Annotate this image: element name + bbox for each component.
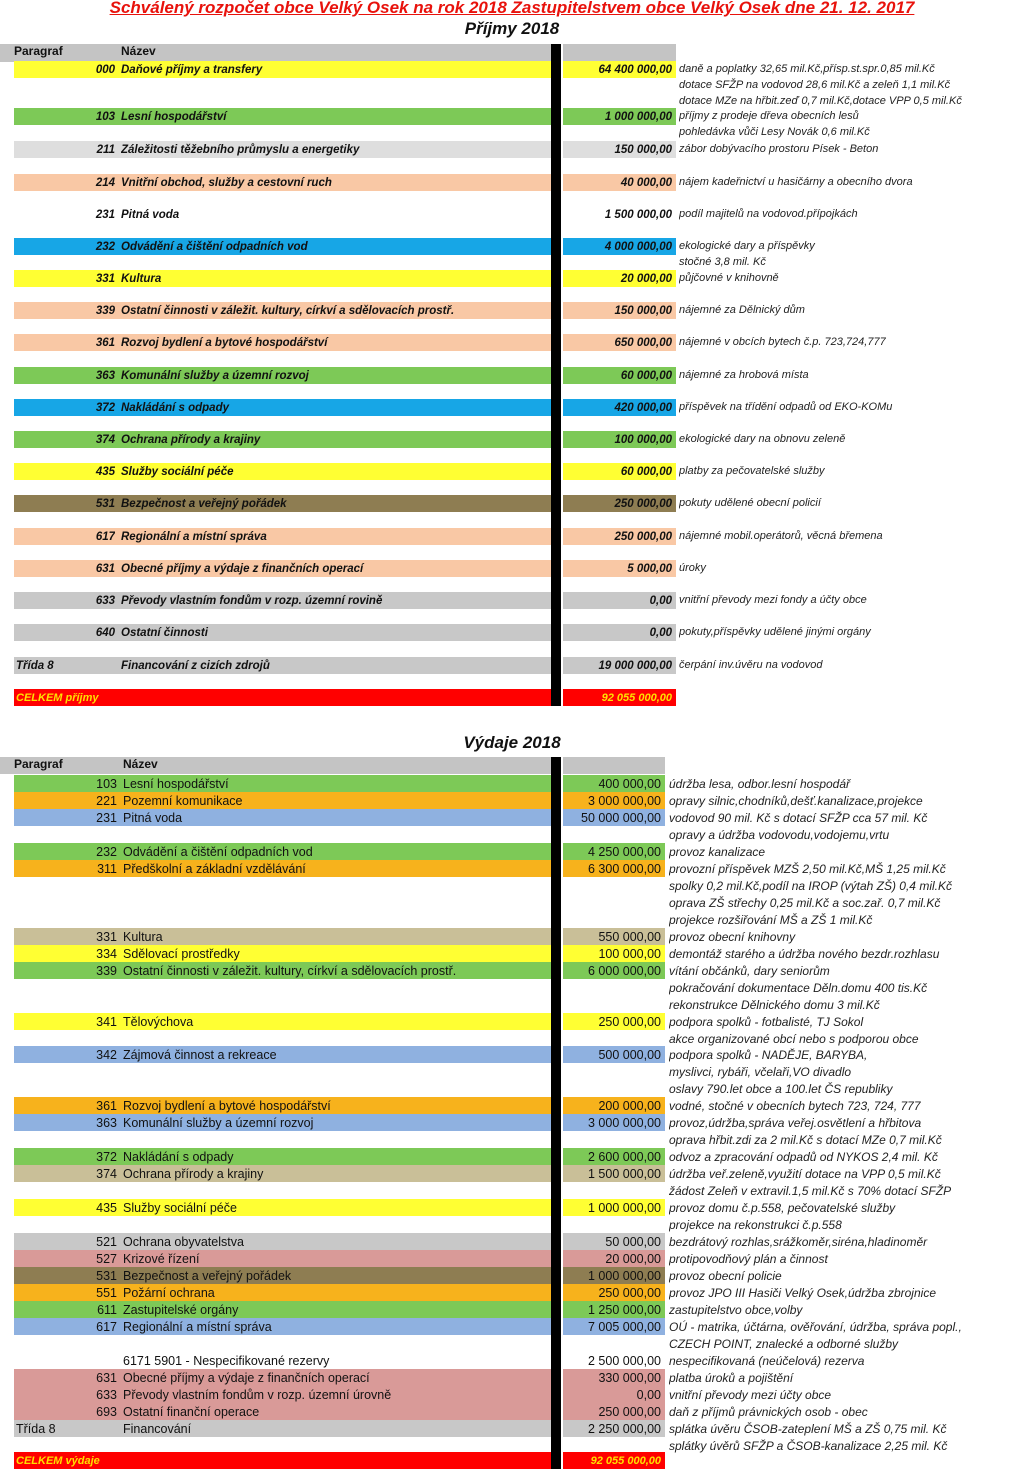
income-row — [0, 560, 1024, 576]
budget-note: platba úroků a pojištění — [669, 1370, 794, 1385]
income-row — [0, 624, 1024, 640]
budget-amount: 650 000,00 — [614, 336, 672, 349]
income-row — [0, 431, 1024, 447]
budget-note: demontáž starého a údržba nového bezdr.rozhlasu — [669, 946, 940, 961]
paragraph-code: 232 — [95, 240, 115, 253]
paragraph-code: 103 — [96, 776, 117, 791]
budget-note: nájem kadeřnictví u hasičárny a obecního dvora — [679, 176, 913, 188]
budget-note: vodovod 90 mil. Kč s dotací SFŽP cca 57 mil. Kč — [669, 810, 928, 825]
budget-amount: 150 000,00 — [614, 304, 672, 317]
budget-item-name: Lesní hospodářství — [123, 776, 229, 791]
income-row — [0, 141, 1024, 157]
budget-amount: 250 000,00 — [598, 1285, 661, 1300]
paragraph-code: 339 — [96, 963, 117, 978]
budget-amount: 500 000,00 — [598, 1047, 661, 1062]
expense-row — [0, 1369, 1024, 1386]
income-row — [0, 495, 1024, 511]
expense-row — [0, 843, 1024, 860]
expense-row — [0, 1165, 1024, 1199]
budget-amount: 60 000,00 — [620, 465, 672, 478]
expense-row — [0, 1046, 1024, 1097]
expense-header-amount-cell — [563, 757, 665, 774]
budget-item-name: Pozemní komunikace — [123, 793, 243, 808]
paragraph-code: Třída 8 — [16, 659, 54, 672]
budget-item-name: Bezpečnost a veřejný pořádek — [123, 1268, 292, 1283]
paragraph-column-header: Paragraf — [14, 44, 63, 58]
budget-item-name: Obecné příjmy a výdaje z finančních operací — [121, 562, 364, 575]
budget-amount: 150 000,00 — [614, 143, 672, 156]
expense-row — [0, 1301, 1024, 1318]
income-divider-bar — [551, 44, 561, 706]
budget-note: oprava hřbit.zdi za 2 mil.Kč s dotací MZe 0,7 mil.Kč — [669, 1132, 942, 1147]
paragraph-code: 372 — [95, 401, 115, 414]
budget-item-name: Záležitosti těžebního průmyslu a energetiky — [121, 143, 360, 156]
income-row — [0, 657, 1024, 673]
budget-item-name: Požární ochrana — [123, 1285, 215, 1300]
budget-item-name: Ostatní činnosti v záležit. kultury, církví a sdělovacích prostř. — [123, 963, 457, 978]
income-row — [0, 334, 1024, 350]
income-row — [0, 302, 1024, 318]
expense-row — [0, 1403, 1024, 1420]
budget-note: rekonstrukce Dělnického domu 3 mil.Kč — [669, 997, 880, 1012]
expense-row — [0, 1352, 1024, 1369]
paragraph-column-header: Paragraf — [14, 757, 63, 771]
budget-amount: 3 000 000,00 — [588, 1115, 661, 1130]
paragraph-code: 633 — [95, 594, 115, 607]
income-row — [0, 108, 1024, 140]
budget-note: nespecifikovaná (neúčelová) rezerva — [669, 1353, 865, 1368]
income-row — [0, 367, 1024, 383]
paragraph-code: 372 — [96, 1149, 117, 1164]
budget-amount: 2 250 000,00 — [588, 1421, 661, 1436]
budget-note: odvoz a zpracování odpadů od NYKOS 2,4 mil. Kč — [669, 1149, 938, 1164]
income-row — [0, 61, 1024, 109]
budget-item-name: Odvádění a čištění odpadních vod — [123, 844, 313, 859]
budget-note: provozní příspěvek MZŠ 2,50 mil.Kč,MŠ 1,25 mil.Kč — [669, 861, 946, 876]
budget-note: oslavy 790.let obce a 100.let ČS republiky — [669, 1081, 893, 1096]
budget-amount: 7 005 000,00 — [588, 1319, 661, 1334]
budget-note: ekologické dary na obnovu zeleně — [679, 433, 846, 445]
paragraph-code: 361 — [96, 1098, 117, 1113]
budget-note: provoz kanalizace — [669, 844, 766, 859]
budget-item-name: Regionální a místní správa — [123, 1319, 272, 1334]
budget-amount: 40 000,00 — [620, 176, 672, 189]
expense-row — [0, 1284, 1024, 1301]
budget-item-name: Zastupitelské orgány — [123, 1302, 239, 1317]
budget-note: splátka úvěru ČSOB-zateplení MŠ a ZŠ 0,75 mil. Kč — [669, 1421, 947, 1436]
budget-note: opravy silnic,chodníků,dešť.kanalizace,projekce — [669, 793, 923, 808]
expense-row — [0, 809, 1024, 843]
income-row — [0, 238, 1024, 270]
income-total-row — [0, 689, 1024, 706]
expense-row — [0, 1250, 1024, 1267]
budget-item-name: Komunální služby a územní rozvoj — [121, 369, 309, 382]
budget-item-name: Odvádění a čištění odpadních vod — [121, 240, 308, 253]
budget-note: provoz domu č.p.558, pečovatelské služby — [669, 1200, 896, 1215]
budget-note: příjmy z prodeje dřeva obecních lesů — [679, 110, 859, 122]
paragraph-code: 631 — [95, 562, 115, 575]
expense-row — [0, 928, 1024, 945]
expense-row — [0, 1114, 1024, 1148]
paragraph-code: 374 — [96, 1166, 117, 1181]
budget-item-name: Bezpečnost a veřejný pořádek — [121, 497, 287, 510]
expense-row — [0, 1199, 1024, 1233]
budget-note: vítání občánků, dary seniorům — [669, 963, 830, 978]
paragraph-code: 521 — [96, 1234, 117, 1249]
budget-amount: 250 000,00 — [614, 530, 672, 543]
budget-note: zábor dobývacího prostoru Písek - Beton — [679, 143, 879, 155]
budget-note: ekologické dary a příspěvky — [679, 240, 815, 252]
paragraph-code — [77, 1352, 117, 1369]
budget-item-name: Služby sociální péče — [121, 465, 234, 478]
income-row — [0, 528, 1024, 544]
budget-item-name: Rozvoj bydlení a bytové hospodářství — [123, 1098, 331, 1113]
name-column-header: Název — [121, 44, 156, 58]
expense-row — [0, 792, 1024, 809]
paragraph-code: 531 — [95, 497, 115, 510]
paragraph-code: 693 — [96, 1404, 117, 1419]
budget-amount: 5 000,00 — [627, 562, 672, 575]
budget-item-name: Financování — [123, 1421, 192, 1436]
budget-amount: 60 000,00 — [620, 369, 672, 382]
budget-amount: 6 300 000,00 — [588, 861, 661, 876]
budget-item-name: Ostatní činnosti v záležit. kultury, církví a sdělovacích prostř. — [121, 304, 455, 317]
budget-note: splátky úvěrů SFŽP a ČSOB-kanalizace 2,25 mil. Kč — [669, 1438, 948, 1453]
income-row — [0, 206, 1024, 222]
budget-note: daň z příjmů právnických osob - obec — [669, 1404, 868, 1419]
budget-item-name: Služby sociální péče — [123, 1200, 237, 1215]
budget-note: dotace SFŽP na vodovod 28,6 mil.Kč a zeleň 1,1 mil.Kč — [679, 79, 951, 91]
budget-note: údržba lesa, odbor.lesní hospodář — [669, 776, 851, 791]
income-row — [0, 270, 1024, 286]
budget-note: půjčovné v knihovně — [679, 272, 779, 284]
expense-row — [0, 775, 1024, 792]
budget-amount: 50 000,00 — [605, 1234, 661, 1249]
paragraph-code: 214 — [95, 176, 115, 189]
budget-item-name: Komunální služby a územní rozvoj — [123, 1115, 314, 1130]
paragraph-code: 633 — [96, 1387, 117, 1402]
paragraph-code: 334 — [96, 946, 117, 961]
paragraph-code: 341 — [96, 1014, 117, 1029]
expense-row — [0, 1420, 1024, 1454]
budget-amount: 0,00 — [649, 626, 672, 639]
expense-row — [0, 1386, 1024, 1403]
budget-item-name: Ochrana přírody a krajiny — [123, 1166, 264, 1181]
budget-note: provoz obecní policie — [669, 1268, 782, 1283]
paragraph-code: 551 — [96, 1285, 117, 1300]
paragraph-code: 527 — [96, 1251, 117, 1266]
budget-item-name: Financování z cizích zdrojů — [121, 659, 270, 672]
budget-amount: 50 000 000,00 — [581, 810, 661, 825]
total-amount: 92 055 000,00 — [601, 691, 672, 704]
paragraph-code: 221 — [96, 793, 117, 808]
expense-row — [0, 1148, 1024, 1165]
budget-item-name: Ostatní činnosti — [121, 626, 208, 639]
budget-note: nájemné za hrobová místa — [679, 369, 809, 381]
paragraph-code: 331 — [95, 272, 115, 285]
budget-note: myslivci, rybáři, včelaři,VO divadlo — [669, 1064, 852, 1079]
budget-amount: 4 000 000,00 — [604, 240, 672, 253]
budget-note: podíl majitelů na vodovod.přípojkách — [679, 208, 858, 220]
paragraph-code: 232 — [96, 844, 117, 859]
budget-amount: 0,00 — [636, 1387, 661, 1402]
budget-amount: 330 000,00 — [598, 1370, 661, 1385]
income-header-amount-cell — [563, 44, 676, 62]
budget-note: CZECH POINT, znalecké a odborné služby — [669, 1336, 898, 1351]
budget-item-name: Sdělovací prostředky — [123, 946, 240, 961]
budget-amount: 1 500 000,00 — [588, 1166, 661, 1181]
budget-item-name: Ochrana přírody a krajiny — [121, 433, 261, 446]
budget-note: pokuty,příspěvky udělené jinými orgány — [679, 626, 871, 638]
budget-amount: 420 000,00 — [614, 401, 672, 414]
budget-note: provoz JPO III Hasiči Velký Osek,údržba zbrojnice — [669, 1285, 936, 1300]
budget-note: příspěvek na třídění odpadů od EKO-KOMu — [679, 401, 893, 413]
budget-note: OÚ - matrika, účtárna, ověřování, údržba, správa popl., — [669, 1319, 962, 1334]
income-header-row — [0, 44, 551, 62]
budget-item-name: Nakládání s odpady — [123, 1149, 234, 1164]
budget-item-name: Převody vlastním fondům v rozp. územní úrovně — [123, 1387, 392, 1402]
budget-amount: 100 000,00 — [598, 946, 661, 961]
paragraph-code: 363 — [95, 369, 115, 382]
budget-item-name: 6171 5901 - Nespecifikované rezervy — [123, 1353, 330, 1368]
expense-row — [0, 945, 1024, 962]
income-row — [0, 174, 1024, 190]
budget-item-name: Převody vlastním fondům v rozp. územní rovině — [121, 594, 383, 607]
budget-item-name: Kultura — [121, 272, 162, 285]
paragraph-code: 342 — [96, 1047, 117, 1062]
expense-total-row — [0, 1452, 1024, 1469]
expense-row — [0, 1233, 1024, 1250]
paragraph-code: 000 — [95, 63, 115, 76]
budget-amount: 1 500 000,00 — [604, 208, 672, 221]
budget-amount: 550 000,00 — [598, 929, 661, 944]
budget-note: stočné 3,8 mil. Kč — [679, 256, 766, 268]
paragraph-code: 311 — [97, 861, 117, 876]
paragraph-code: 103 — [95, 110, 115, 123]
budget-item-name: Předškolní a základní vzdělávání — [123, 861, 306, 876]
paragraph-code: 435 — [96, 1200, 117, 1215]
expense-row — [0, 1318, 1024, 1352]
name-column-header: Název — [123, 757, 158, 771]
budget-amount: 20 000,00 — [605, 1251, 661, 1266]
budget-note: podpora spolků - NADĚJE, BARYBA, — [669, 1047, 868, 1062]
budget-note: žádost Zeleň v extravil.1,5 mil.Kč s 70% dotací SFŽP — [669, 1183, 952, 1198]
budget-note: projekce rozšiřování MŠ a ZŠ 1 mil.Kč — [669, 912, 873, 927]
budget-amount: 0,00 — [649, 594, 672, 607]
expense-row — [0, 1013, 1024, 1047]
budget-item-name: Kultura — [123, 929, 163, 944]
budget-note: údržba veř.zeleně,využití dotace na VPP 0,5 mil.Kč — [669, 1166, 941, 1181]
budget-note: vnitřní převody mezi účty obce — [669, 1387, 832, 1402]
budget-item-name: Krizové řízení — [123, 1251, 200, 1266]
paragraph-code: 531 — [96, 1268, 117, 1283]
paragraph-code: Třída 8 — [16, 1421, 56, 1436]
budget-note: akce organizované obcí nebo s podporou obce — [669, 1031, 919, 1046]
budget-amount: 1 000 000,00 — [588, 1268, 661, 1283]
total-amount: 92 055 000,00 — [590, 1454, 661, 1467]
budget-note: pokračování dokumentace Děln.domu 400 tis.Kč — [669, 980, 928, 995]
paragraph-code: 611 — [97, 1302, 117, 1317]
budget-note: oprava ZŠ střechy 0,25 mil.Kč a soc.zař. 0,7 mil.Kč — [669, 895, 941, 910]
budget-amount: 1 250 000,00 — [588, 1302, 661, 1317]
expense-divider-bar — [551, 757, 561, 1469]
total-label: CELKEM výdaje — [16, 1454, 100, 1467]
budget-note: daně a poplatky 32,65 mil.Kč,přísp.st.spr.0,85 mil.Kč — [679, 63, 935, 75]
expense-row — [0, 1267, 1024, 1284]
expense-row — [0, 1097, 1024, 1114]
budget-item-name: Regionální a místní správa — [121, 530, 267, 543]
document-title: Schválený rozpočet obce Velký Osek na rok 2018 Zastupitelstvem obce Velký Osek dne 21. 12. 2017 — [109, 0, 915, 17]
budget-amount: 400 000,00 — [598, 776, 661, 791]
budget-item-name: Ostatní finanční operace — [123, 1404, 260, 1419]
budget-note: nájemné mobil.operátorů, věcná břemena — [679, 530, 883, 542]
budget-note: platby za pečovatelské služby — [679, 465, 825, 477]
budget-amount: 200 000,00 — [598, 1098, 661, 1113]
budget-amount: 6 000 000,00 — [588, 963, 661, 978]
income-row — [0, 399, 1024, 415]
budget-note: podpora spolků - fotbalisté, TJ Sokol — [669, 1014, 864, 1029]
paragraph-code: 374 — [95, 433, 115, 446]
budget-amount: 250 000,00 — [614, 497, 672, 510]
budget-item-name: Rozvoj bydlení a bytové hospodářství — [121, 336, 328, 349]
budget-amount: 20 000,00 — [620, 272, 672, 285]
budget-amount: 2 600 000,00 — [588, 1149, 661, 1164]
budget-amount: 64 400 000,00 — [598, 63, 672, 76]
budget-item-name: Tělovýchova — [123, 1014, 194, 1029]
total-label: CELKEM příjmy — [16, 691, 99, 704]
budget-item-name: Obecné příjmy a výdaje z finančních operací — [123, 1370, 370, 1385]
budget-amount: 100 000,00 — [614, 433, 672, 446]
expense-row — [0, 962, 1024, 1013]
budget-item-name: Daňové příjmy a transfery — [121, 63, 263, 76]
budget-note: provoz obecní knihovny — [669, 929, 796, 944]
budget-note: zastupitelstvo obce,volby — [669, 1302, 803, 1317]
paragraph-code: 331 — [96, 929, 117, 944]
budget-item-name: Pitná voda — [121, 208, 180, 221]
budget-note: spolky 0,2 mil.Kč,podíl na IROP (výtah ZŠ) 0,4 mil.Kč — [669, 878, 952, 893]
paragraph-code: 211 — [96, 143, 115, 156]
paragraph-code: 435 — [95, 465, 115, 478]
budget-amount: 250 000,00 — [598, 1404, 661, 1419]
budget-item-name: Lesní hospodářství — [121, 110, 227, 123]
paragraph-code: 640 — [95, 626, 115, 639]
budget-amount: 3 000 000,00 — [588, 793, 661, 808]
budget-amount: 4 250 000,00 — [588, 844, 661, 859]
paragraph-code: 361 — [95, 336, 115, 349]
budget-note: pokuty udělené obecní policií — [679, 497, 821, 509]
budget-item-name: Pitná voda — [123, 810, 183, 825]
budget-note: dotace MZe na hřbit.zeď 0,7 mil.Kč,dotace VPP 0,5 mil.Kč — [679, 95, 962, 107]
expense-row — [0, 860, 1024, 928]
budget-note: nájemné v obcích bytech č.p. 723,724,777 — [679, 336, 886, 348]
budget-note: pohledávka vůči Lesy Novák 0,6 mil.Kč — [679, 126, 870, 138]
income-row — [0, 463, 1024, 479]
paragraph-code: 631 — [96, 1370, 117, 1385]
expense-heading: Výdaje 2018 — [463, 733, 561, 752]
income-heading: Příjmy 2018 — [464, 19, 560, 38]
budget-note: opravy a údržba vodovodu,vodojemu,vrtu — [669, 827, 890, 842]
budget-amount: 2 500 000,00 — [588, 1353, 661, 1368]
budget-note: provoz,údržba,správa veřej.osvětlení a hřbitova — [669, 1115, 922, 1130]
budget-amount: 1 000 000,00 — [604, 110, 672, 123]
budget-note: čerpání inv.úvěru na vodovod — [679, 659, 823, 671]
paragraph-code: 339 — [95, 304, 115, 317]
expense-header-row — [0, 757, 551, 774]
budget-note: projekce na rekonstrukci č.p.558 — [669, 1217, 842, 1232]
paragraph-code: 617 — [95, 530, 115, 543]
paragraph-code: 231 — [96, 810, 117, 825]
paragraph-code: 363 — [96, 1115, 117, 1130]
budget-note: bezdrátový rozhlas,srážkoměr,siréna,hladinoměr — [669, 1234, 928, 1249]
budget-item-name: Zájmová činnost a rekreace — [123, 1047, 277, 1062]
paragraph-code: 617 — [96, 1319, 117, 1334]
budget-note: úroky — [679, 562, 706, 574]
income-row — [0, 592, 1024, 608]
budget-item-name: Vnitřní obchod, služby a cestovní ruch — [121, 176, 332, 189]
budget-note: vnitřní převody mezi fondy a účty obce — [679, 594, 867, 606]
paragraph-code: 231 — [95, 208, 115, 221]
budget-amount: 19 000 000,00 — [598, 659, 672, 672]
budget-amount: 250 000,00 — [598, 1014, 661, 1029]
budget-amount: 1 000 000,00 — [588, 1200, 661, 1215]
budget-note: nájemné za Dělnický dům — [679, 304, 805, 316]
budget-item-name: Nakládání s odpady — [121, 401, 230, 414]
budget-note: protipovodňový plán a činnost — [669, 1251, 828, 1266]
budget-item-name: Ochrana obyvatelstva — [123, 1234, 244, 1249]
budget-note: vodné, stočné v obecních bytech 723, 724, 777 — [669, 1098, 921, 1113]
